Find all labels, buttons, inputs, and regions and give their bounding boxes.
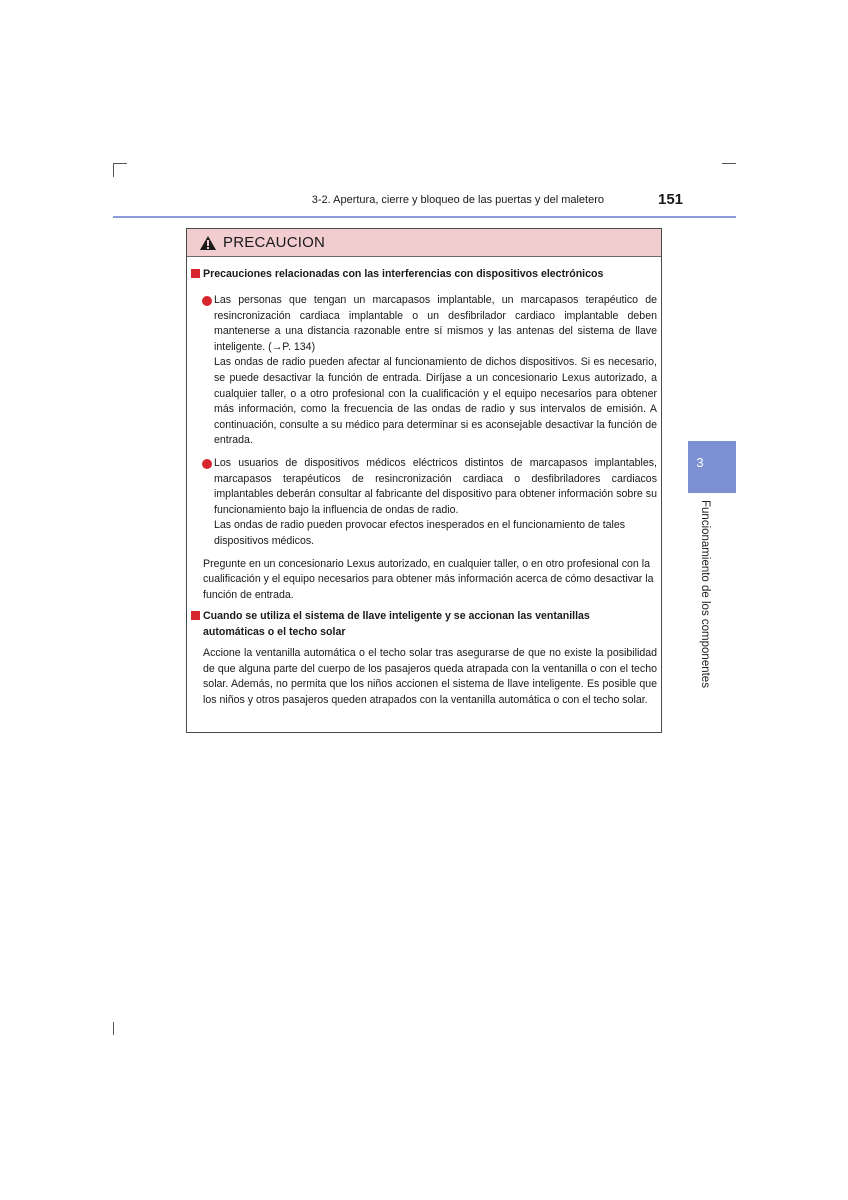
caution-title: PRECAUCION (223, 234, 326, 251)
page-number: 151 (658, 191, 684, 208)
red-square-bullet-icon (191, 611, 200, 620)
bullet-text: Los usuarios de dispositivos médicos eléctricos distintos de marcapasos implantables, marcapasos terapéuticos de resincronización cardiaca o desfibriladores cardiacos implantables deberán consultar al fabricante del dispositivo para obtener información sobre su funcionamiento bajo la influencia de ondas de radio. (214, 456, 657, 516)
bullet-text: Las personas que tengan un marcapasos implantable, un marcapasos terapéutico de resincronización cardiaca implantable o un desfibrilador cardiaco implantable deben mantenerse a una distancia razonable entre sí mismos y las antenas del sistema de llave inteligente. (→P. 134) (214, 294, 657, 353)
chapter-number: 3 (696, 455, 704, 470)
section-heading (191, 608, 651, 640)
crop-mark-top-left-v (113, 163, 114, 177)
bullet-note: Las ondas de radio pueden provocar efectos inesperados en el funcionamiento de tales dispositivos médicos. (214, 519, 626, 547)
caution-header (187, 229, 661, 257)
section-title: 3-2. Apertura, cierre y bloqueo de las puertas y del maletero (311, 194, 604, 206)
bullet-item (214, 456, 657, 550)
section-heading-text: Cuando se utiliza el sistema de llave inteligente y se accionan las ventanillas automáticas o el techo solar (203, 610, 590, 639)
crop-mark-top-left-h (113, 163, 127, 164)
warning-triangle-icon (199, 235, 217, 251)
chapter-tab (688, 441, 736, 493)
section-heading-text: Precauciones relacionadas con las interferencias con dispositivos electrónicos (203, 268, 604, 280)
bullet-item (214, 293, 657, 449)
bullet-note: Las ondas de radio pueden afectar al funcionamiento de dichos dispositivos. Si es necesario, se puede desactivar la función de entrada. Diríjase a un concesionario Lexus autorizado, a cualquier taller, o a otro profesional con la cualificación y el equipo necesarios para obtener más información, como la frecuencia de las ondas de radio y sus intervalos de emisión. A continuación, consulte a su médico para determinar si es aconsejable desactivar la función de entrada. (214, 356, 657, 447)
red-square-bullet-icon (191, 269, 200, 278)
section-paragraph: Accione la ventanilla automática o el techo solar tras asegurarse de que no existe la posibilidad de que alguna parte del cuerpo de los pasajeros queda atrapada con la ventanilla o con el techo solar. Además, no permita que los niños accionen el sistema de llave inteligente. Es posible que los niños y otros pasajeros queden atrapados con la ventanilla automática o con el techo solar. (203, 647, 657, 707)
header-rule (113, 216, 736, 218)
red-dot-bullet-icon (202, 296, 212, 306)
crop-mark-bottom-left-v (113, 1022, 114, 1035)
section-paragraph: Pregunte en un concesionario Lexus autorizado, en cualquier taller, o en otro profesional con la cualificación y el equipo necesarios para obtener más información acerca de cómo desactivar la función de entrada. (203, 557, 654, 601)
caution-box (186, 228, 662, 733)
section-heading (191, 266, 651, 282)
chapter-side-label: Funcionamiento de los componentes (699, 500, 711, 688)
caution-body (187, 257, 661, 709)
red-dot-bullet-icon (202, 459, 212, 469)
crop-mark-top-right-h (722, 163, 736, 164)
